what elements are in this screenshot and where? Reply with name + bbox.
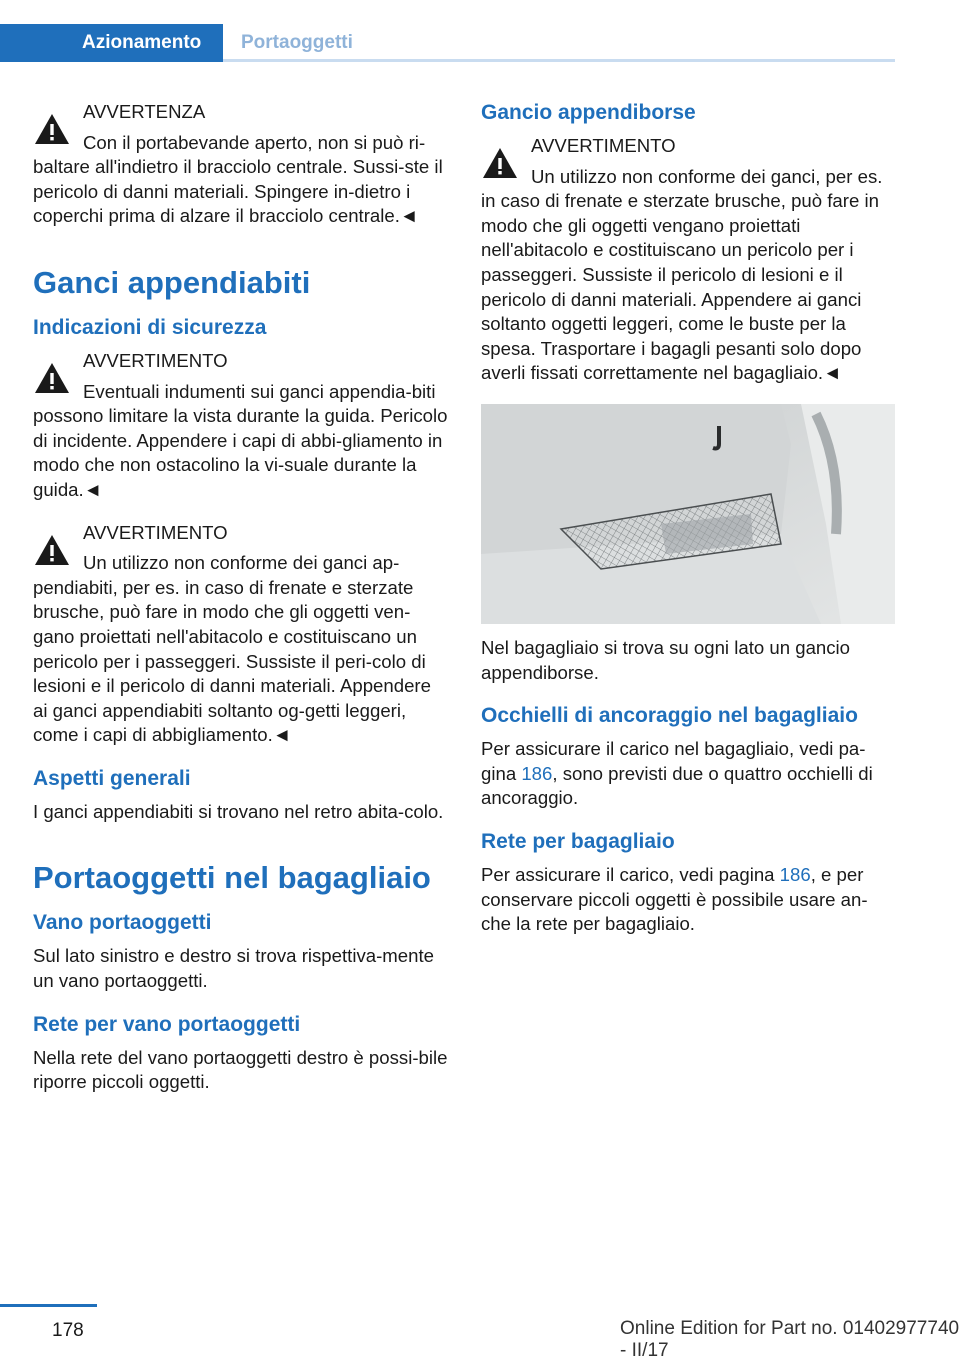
warning-icon [33,110,71,148]
subsection-occhielli: Occhielli di ancoraggio nel bagagliaio [481,704,858,728]
warning-text: Un utilizzo non conforme dei ganci ap-pendiabiti, per es. in caso di frenate e sterzate brusche, può fare in modo che gli oggetti ven-gano proiettati nell'abitacolo e costituiscano un pericolo per i passeggeri. Sussiste il peri-colo di lesioni e il pericolo di danni materiali. Appendere ai ganci appendiabiti soltanto og-getti leggeri, come i capi di abbigliamento.◄ [33,552,431,746]
section-title-portaoggetti: Portaoggetti nel bagagliaio [33,860,431,896]
warning-block [33,349,448,503]
paragraph: Sul lato sinistro e destro si trova rispettiva-mente un vano portaoggetti. [33,945,434,992]
warning-title: AVVERTENZA [83,101,206,122]
left-column [33,100,448,1113]
warning-icon [33,531,71,569]
subsection-vano: Vano portaoggetti [33,911,212,935]
page-link[interactable]: 186 [779,863,811,885]
warning-block [33,521,448,748]
paragraph: Nella rete del vano portaoggetti destro è possi-bile riporre piccoli oggetti. [33,1046,448,1093]
subsection-sicurezza: Indicazioni di sicurezza [33,315,267,339]
tab-azionamento[interactable]: Azionamento [0,24,223,62]
page-link[interactable]: 186 [521,762,553,784]
paragraph: Nel bagagliaio si trova su ogni lato un gancio appendiborse. [481,636,851,683]
paragraph: I ganci appendiabiti si trovano nel retro abita-colo. [33,800,444,822]
text-run: Per assicurare il carico nel bagagliaio, vedi pa-gina [481,738,866,784]
header-divider [223,59,895,62]
warning-block [33,100,448,229]
section-title-ganci: Ganci appendiabiti [33,264,311,300]
warning-icon [481,144,519,182]
warning-title: AVVERTIMENTO [531,135,676,156]
warning-text: Un utilizzo non conforme dei ganci, per es. in caso di frenate e sterzate brusche, può fare in modo che gli oggetti vengano proiettati nell'abitacolo e costituiscano un pericolo per i passeggeri. Sussiste il pericolo di lesioni e il pericolo di danni materiali. Appendere ai ganci soltanto oggetti leggeri, come le buste per la spesa. Trasportare i bagagli pesanti solo dopo averli fissati correttamente nel bagagliaio.◄ [481,165,883,384]
subsection-rete-vano: Rete per vano portaoggetti [33,1012,301,1036]
warning-text: Con il portabevande aperto, non si può ri-baltare all'indietro il bracciolo centrale. Sussi-ste il pericolo di danni materiali. Spingere in-dietro i coperchi prima di alzare il bracciolo centrale.◄ [33,131,443,227]
footer-divider [0,1304,97,1307]
right-column [481,100,896,955]
subsection-aspetti: Aspetti generali [33,766,191,790]
trunk-bag-hook-photo [481,404,895,624]
page-number: 178 [52,1320,84,1341]
header-tabs [0,24,895,62]
text-run: , sono previsti due o quattro occhielli di ancoraggio. [481,762,873,809]
paragraph [481,737,896,811]
edition-text: Online Edition for Part no. 01402977740 - II/17 [620,1318,960,1361]
warning-icon [33,359,71,397]
warning-title: AVVERTIMENTO [83,349,228,371]
tab-portaoggetti[interactable]: Portaoggetti [241,32,353,53]
subsection-rete: Rete per bagagliaio [481,829,675,853]
warning-text: Eventuali indumenti sui ganci appendia-biti possono limitare la vista durante la guida. Pericolo di incidente. Appendere i capi di abbi-gliamento in modo che non ostacolino la vi-suale durante la guida.◄ [33,380,448,500]
paragraph [481,863,896,937]
subsection-gancio: Gancio appendiborse [481,101,696,124]
text-run: , e per conservare piccoli oggetti è possibile usare an-che la rete per bagagliaio. [481,863,868,935]
warning-block [481,134,896,386]
warning-title: AVVERTIMENTO [83,521,228,543]
text-run: Per assicurare il carico, vedi pagina [481,863,780,885]
